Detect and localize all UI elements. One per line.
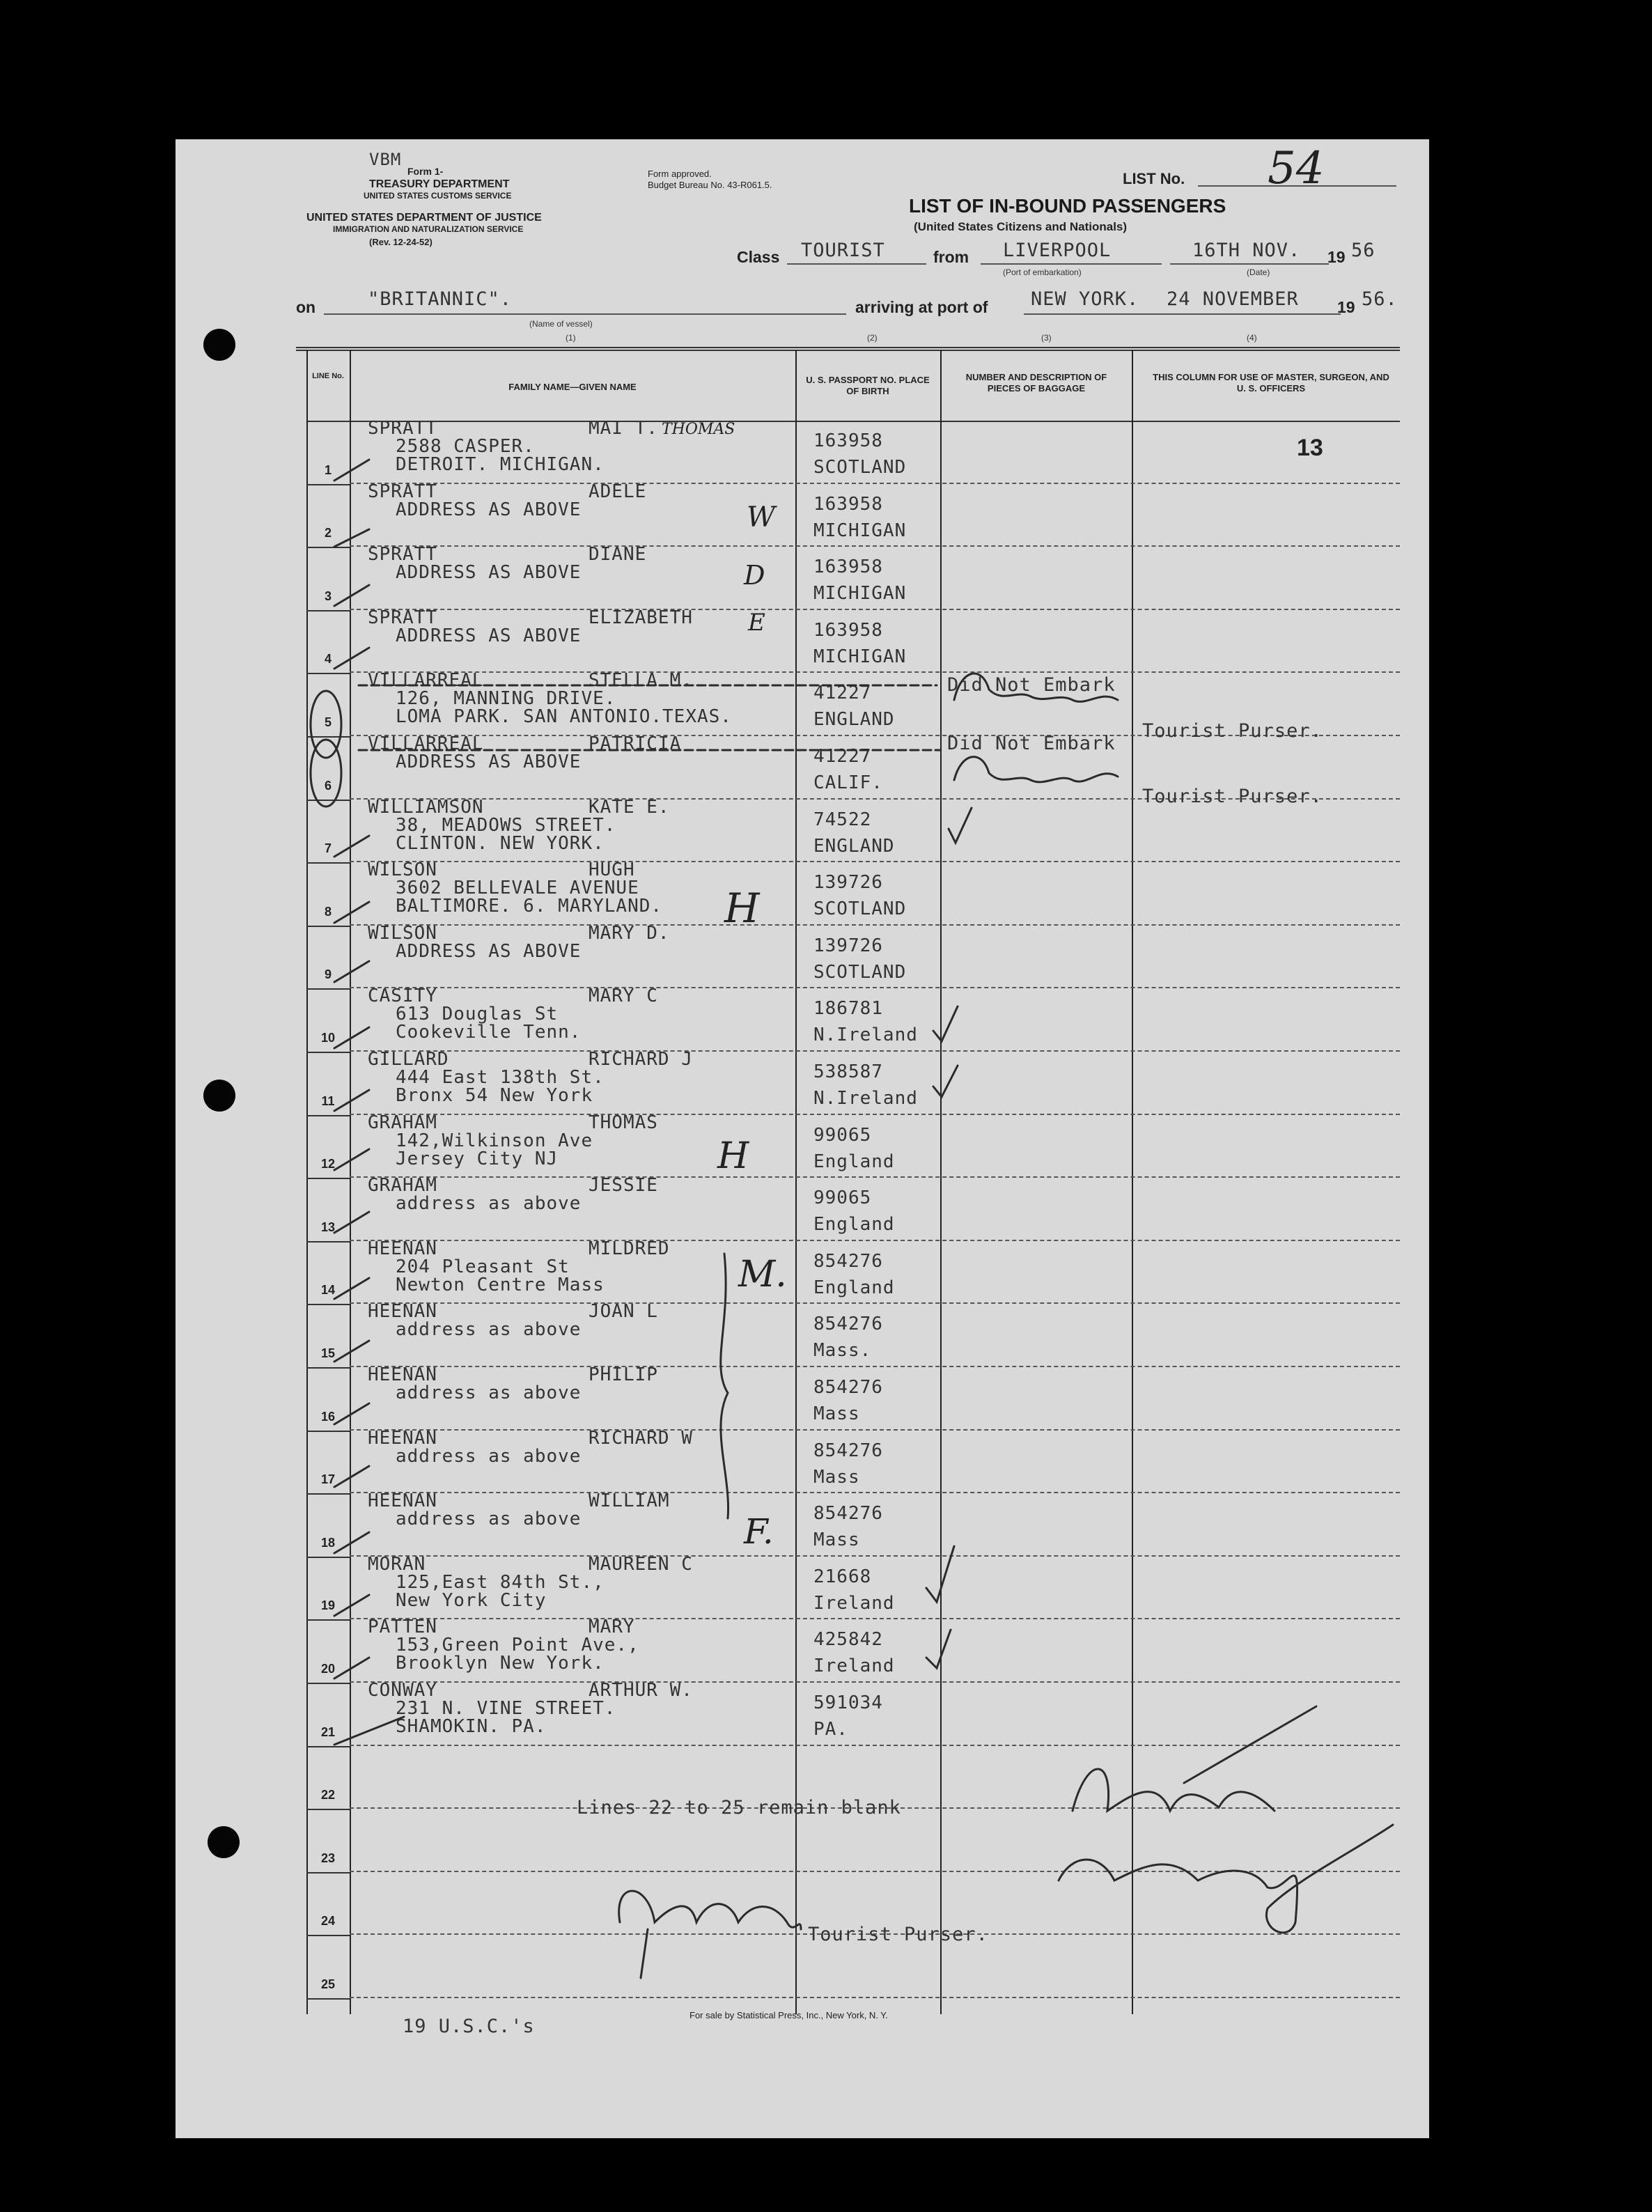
passport-number: 163958 [813,619,883,641]
family-name: SPRATT [368,418,437,439]
from-label: from [933,248,969,266]
place-of-birth: SCOTLAND [813,898,907,920]
family-name: GILLARD [368,1049,449,1070]
date-caption: (Date) [1247,267,1270,277]
passport-number: 854276 [813,1377,883,1398]
form-number: Form 1- [407,166,444,177]
address-line-2: BALTIMORE. 6. MARYLAND. [396,896,663,917]
place-of-birth: ENGLAND [813,709,895,731]
line-number: 3 [324,589,332,603]
did-not-embark-6: Did Not Embark [947,733,1116,754]
address-line-2: New York City [396,1589,547,1611]
place-of-birth: SCOTLAND [813,457,907,478]
line-number: 13 [320,1220,336,1234]
line-number: 17 [320,1472,336,1487]
given-name: HUGH [589,859,635,881]
passport-number: 854276 [813,1440,883,1461]
given-name: JOAN L [589,1301,658,1323]
family-name: SPRATT [368,544,437,566]
given-name: THOMAS [589,1112,658,1133]
passport-number: 41227 [813,683,872,704]
arrival-port: NEW YORK. [1031,288,1139,310]
treasury-department: TREASURY DEPARTMENT [369,178,510,190]
line-number: 5 [324,715,332,729]
place-of-birth: Mass [813,1466,860,1488]
officer-count: 13 [1297,435,1323,461]
line-number: 9 [324,967,332,982]
class-label: Class [737,248,780,266]
family-name: HEENAN [368,1364,437,1385]
given-name: KATE E. [589,796,670,818]
address-line-2: Jersey City NJ [396,1148,559,1169]
line-number: 8 [324,904,332,919]
given-name: MILDRED [589,1238,670,1259]
place-of-birth: MICHIGAN [813,583,907,605]
given-name: MAI T. [589,418,658,439]
document-subtitle: (United States Citizens and Nationals) [914,220,1128,233]
handwritten-w: W [747,501,776,533]
address-line-1: 613 Douglas St [396,1004,559,1025]
on-label: on [296,298,316,316]
family-name: GRAHAM [368,1175,437,1197]
passport-number: 99065 [813,1187,872,1209]
address-line-1: ADDRESS AS ABOVE [396,499,582,520]
vessel-name: "BRITANNIC". [368,288,513,310]
address-line-1: address as above [396,1193,582,1215]
address-line-1: address as above [396,1382,582,1403]
address-line-1: 126, MANNING DRIVE. [396,688,616,710]
clerk-initials: VBM [369,150,402,169]
caption-1: (1) [566,333,576,343]
given-name: ADELE [589,481,647,502]
blank-lines-note: Lines 22 to 25 remain blank [577,1797,901,1818]
line-number: 23 [320,1851,336,1865]
place-of-birth: England [813,1151,895,1172]
address-line-1: 142,Wilkinson Ave [396,1130,593,1151]
list-no-label: LIST No. [1123,170,1185,187]
document-title: LIST OF IN-BOUND PASSENGERS [909,195,1226,217]
passport-number: 591034 [813,1692,883,1713]
department-of-justice: UNITED STATES DEPARTMENT OF JUSTICE [306,212,542,224]
handwritten-d: D [744,560,765,591]
passport-number: 139726 [813,872,883,894]
line-number: 2 [324,526,332,540]
address-line-2: Newton Centre Mass [396,1274,605,1295]
purser-note-5: Tourist Purser. [1142,720,1323,742]
place-of-birth: PA. [813,1719,848,1740]
address-line-1: address as above [396,1509,582,1530]
passport-number: 99065 [813,1124,872,1146]
given-name: STELLA M. [589,670,693,692]
handwritten-m: M. [738,1254,787,1295]
line-number: 19 [320,1598,336,1613]
family-name: CASITY [368,986,437,1007]
passport-number: 163958 [813,493,883,515]
class-value: TOURIST [801,240,885,261]
handwritten-h-1: H [724,885,760,932]
line-number: 1 [324,462,332,477]
passport-number: 854276 [813,1314,883,1335]
family-name: CONWAY [368,1680,437,1701]
place-of-birth: CALIF. [813,772,883,793]
col-baggage: NUMBER AND DESCRIPTION OF PIECES OF BAGGAGE [965,372,1107,394]
family-name: HEENAN [368,1238,437,1259]
passport-number: 854276 [813,1503,883,1525]
form-approved: Form approved. [648,169,712,179]
usc-note: 19 U.S.C.'s [403,2016,535,2037]
given-name: MARY C [589,986,658,1007]
line-number: 25 [320,1977,336,1991]
vessel-caption: (Name of vessel) [529,319,593,329]
line-number: 20 [320,1662,336,1676]
arriving-label: arriving at port of [855,298,988,316]
place-of-birth: MICHIGAN [813,646,907,667]
address-line-2: LOMA PARK. SAN ANTONIO.TEXAS. [396,706,732,728]
family-name: VILLARREAL [368,670,484,692]
handwritten-h-2: H [717,1135,749,1177]
address-line-2: Bronx 54 New York [396,1085,593,1106]
line-number: 7 [324,841,332,856]
col-passport: U. S. PASSPORT NO. PLACE OF BIRTH [806,375,930,396]
place-of-birth: N.Ireland [813,1088,918,1109]
place-of-birth: England [813,1277,895,1298]
departure-year: 56 [1351,240,1376,261]
family-name: VILLARREAL [368,733,484,754]
customs-service: UNITED STATES CUSTOMS SERVICE [364,191,512,201]
arrival-date: 24 NOVEMBER [1167,288,1299,310]
budget-bureau: Budget Bureau No. 43-R061.5. [648,180,772,190]
passport-number: 74522 [813,809,872,830]
printer-note: For sale by Statistical Press, Inc., New York, N. Y. [689,2010,888,2020]
caption-4: (4) [1247,333,1257,343]
family-name: PATTEN [368,1617,437,1638]
place-of-birth: Mass [813,1529,860,1551]
address-line-1: 2588 CASPER. [396,436,535,457]
place-of-birth: SCOTLAND [813,961,907,983]
place-of-birth: Mass [813,1403,860,1424]
place-of-birth: Ireland [813,1592,895,1614]
address-line-1: 153,Green Point Ave., [396,1635,639,1656]
passport-number: 186781 [813,998,883,1020]
address-line-1: ADDRESS AS ABOVE [396,625,582,646]
given-name: RICHARD J [589,1049,693,1070]
given-name: WILLIAM [589,1490,670,1512]
from-value: LIVERPOOL [1003,240,1112,261]
address-line-2: DETROIT. MICHIGAN. [396,454,605,475]
line-number: 11 [321,1093,335,1108]
did-not-embark-5: Did Not Embark [947,674,1116,696]
address-line-1: 231 N. VINE STREET. [396,1698,616,1719]
place-of-birth: England [813,1214,895,1236]
address-line-1: 3602 BELLEVALE AVENUE [396,878,639,899]
line-number: 21 [320,1724,336,1739]
address-line-1: 125,East 84th St., [396,1571,605,1593]
given-name: ARTHUR W. [589,1680,693,1701]
handwritten-f: F. [744,1511,774,1552]
line-number: 10 [320,1031,336,1045]
address-line-1: 444 East 138th St. [396,1067,605,1088]
address-line-1: ADDRESS AS ABOVE [396,562,582,584]
line-number: 24 [320,1914,336,1929]
passport-number: 854276 [813,1250,883,1272]
family-name: SPRATT [368,481,437,502]
purser-note-6: Tourist Purser. [1142,786,1323,807]
arrival-year-prefix: 19 [1337,298,1355,316]
place-of-birth: ENGLAND [813,835,895,857]
line-number: 6 [324,778,332,793]
caption-2: (2) [867,333,878,343]
given-name: MAUREEN C [589,1553,693,1575]
passport-number: 21668 [813,1566,872,1587]
departure-date: 16TH NOV. [1192,240,1301,261]
form-revision: (Rev. 12-24-52) [369,237,433,247]
given-name: PATRICIA [589,733,682,754]
list-no-value: 54 [1268,143,1325,194]
family-name: MORAN [368,1553,426,1575]
family-name: WILSON [368,922,437,944]
caption-3: (3) [1041,333,1052,343]
address-line-2: SHAMOKIN. PA. [396,1716,547,1737]
family-name: SPRATT [368,607,437,628]
family-name: HEENAN [368,1427,437,1449]
ins-service: IMMIGRATION AND NATURALIZATION SERVICE [333,224,524,234]
handwritten-e: E [748,609,765,637]
family-name: GRAHAM [368,1112,437,1133]
family-name: WILLIAMSON [368,796,484,818]
given-name: RICHARD W [589,1427,693,1449]
departure-year-prefix: 19 [1327,248,1346,266]
place-of-birth: N.Ireland [813,1025,918,1046]
line-number: 22 [320,1788,336,1802]
col-family-name: FAMILY NAME—GIVEN NAME [508,382,637,392]
family-name: HEENAN [368,1490,437,1512]
address-line-1: ADDRESS AS ABOVE [396,751,582,772]
address-line-2: Brooklyn New York. [396,1653,605,1674]
address-line-1: address as above [396,1319,582,1341]
address-line-1: 38, MEADOWS STREET. [396,814,616,836]
address-line-1: 204 Pleasant St [396,1256,570,1277]
place-of-birth: MICHIGAN [813,520,907,541]
line-number: 18 [320,1535,336,1550]
address-line-1: address as above [396,1445,582,1467]
arrival-year: 56. [1362,288,1398,310]
address-line-1: ADDRESS AS ABOVE [396,940,582,962]
col-line-no: LINE No. [312,372,344,380]
passport-number: 538587 [813,1061,883,1082]
given-name: JESSIE [589,1175,658,1197]
col-officers: THIS COLUMN FOR USE OF MASTER, SURGEON, AND U. S. OFFICERS [1153,372,1389,394]
passport-number: 163958 [813,556,883,578]
place-of-birth: Mass. [813,1340,872,1362]
passport-number: 139726 [813,935,883,956]
line-number: 12 [320,1157,336,1171]
address-line-2: CLINTON. NEW YORK. [396,832,605,854]
line-number: 4 [324,652,332,667]
passport-number: 41227 [813,746,872,767]
place-of-birth: Ireland [813,1656,895,1677]
line-number: 14 [320,1283,336,1298]
passport-number: 425842 [813,1629,883,1651]
passport-number: 163958 [813,430,883,451]
family-name: WILSON [368,859,437,881]
line-number: 16 [320,1409,336,1424]
given-name: MARY [589,1617,635,1638]
address-line-2: Cookeville Tenn. [396,1022,582,1043]
family-name: HEENAN [368,1301,437,1323]
given-name: MARY D. [589,922,670,944]
purser-title: Tourist Purser. [808,1924,988,1945]
line-number: 15 [320,1346,336,1360]
given-name: ELIZABETH [589,607,693,628]
given-name: PHILIP [589,1364,658,1385]
port-caption: (Port of embarkation) [1003,267,1082,277]
handwritten-thomas: THOMAS [662,421,735,438]
given-name: DIANE [589,544,647,566]
